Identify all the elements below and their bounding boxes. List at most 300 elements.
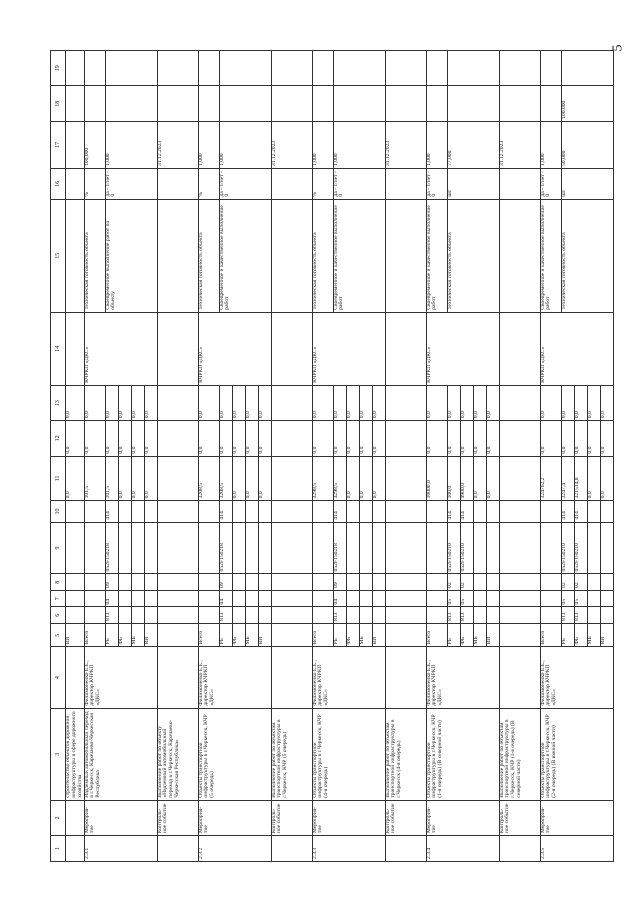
amount-year-2: 0,0 [84, 421, 105, 456]
code-rz: 04 [105, 590, 118, 607]
event-empty-cell [385, 86, 426, 121]
amount-year-1: 101,5 [84, 456, 105, 501]
code-grbs [198, 607, 219, 624]
indicator-1: Своевременное и качественное выполнение работ [540, 199, 561, 312]
event-empty-cell [157, 607, 198, 624]
amount-year-2: 0,0 [540, 421, 561, 456]
amount-year-1: 0,0 [118, 456, 131, 501]
code-csr: 052F150218 [219, 522, 232, 574]
code-csr [486, 522, 499, 574]
amount-year-2: 0,0 [460, 421, 473, 456]
column-header-2: 2 [51, 800, 66, 835]
code-csr: 052F150218 [333, 522, 346, 574]
code-grbs [232, 607, 245, 624]
code-pr: 02 [561, 574, 574, 591]
funding-source: ВИ [144, 623, 157, 647]
event-empty-cell [157, 590, 198, 607]
column-header-5: 5 [51, 623, 66, 647]
event-text: Выполнение работ по объектам транспортной инфраструктуры в г.Черкесск, КЧР (5 очередь) [271, 708, 312, 800]
code-vr: 414 [447, 501, 460, 522]
code-pr [540, 574, 561, 591]
event-empty-cell [271, 421, 312, 456]
amount-year-3: 0,0 [144, 385, 157, 420]
amount-year-3: 0,0 [372, 385, 385, 420]
event-type: Контроль-ное событие [157, 800, 198, 835]
event-empty-cell [385, 312, 426, 385]
amount-year-2: 0,0 [105, 421, 118, 456]
code-vr: 414 [561, 501, 574, 522]
unit-1: % [312, 169, 333, 200]
responsible-person: Филимоненко Е.Е., директор КЧРКП «ДКС» [540, 647, 613, 708]
event-empty-cell [271, 501, 312, 522]
event-date: 31.12.2023 [499, 121, 540, 168]
code-csr: 052F150210 [460, 522, 473, 574]
event-empty-cell [385, 385, 426, 420]
control-event-row [271, 51, 312, 862]
funding-source: Всего [84, 623, 105, 647]
code-grbs [486, 607, 499, 624]
event-type: Контроль-ное событие [499, 800, 540, 835]
code-vr [372, 501, 385, 522]
code-csr: 052F150218 [105, 522, 118, 574]
code-grbs: 813 [333, 607, 346, 624]
amount-year-1: 0,0 [346, 456, 359, 501]
indicator-value-2023 [198, 86, 219, 121]
event-empty-cell [271, 623, 312, 647]
event-empty-cell [499, 590, 540, 607]
event-empty-cell [385, 501, 426, 522]
code-csr [258, 522, 271, 574]
code-vr: 414 [219, 501, 232, 522]
event-empty-cell [157, 169, 198, 200]
indicator-value-2b [333, 86, 385, 121]
indicator-2: Своевременное и качественное выполнение работ [219, 199, 271, 312]
code-vr [312, 501, 333, 522]
code-vr [426, 501, 447, 522]
event-empty-cell [499, 199, 540, 312]
code-pr: 09 [333, 574, 346, 591]
event-empty-cell [271, 647, 312, 708]
event-empty-cell [271, 86, 312, 121]
event-empty-cell [157, 522, 198, 574]
event-empty-cell [499, 169, 540, 200]
indicator-value-2: 77,000 [447, 121, 499, 168]
event-empty-cell [157, 86, 198, 121]
event-empty-cell [271, 312, 312, 385]
column-header-19: 19 [51, 51, 66, 87]
amount-year-3: 0,0 [131, 385, 144, 420]
code-rz [600, 590, 613, 607]
code-grbs [245, 607, 258, 624]
amount-year-2: 0,0 [561, 421, 574, 456]
amount-year-1: 3298,5 [333, 456, 346, 501]
activity-number: 2.3.5 [540, 836, 613, 862]
amount-year-1: 0,0 [587, 456, 600, 501]
event-empty-cell [157, 312, 198, 385]
code-grbs [118, 607, 131, 624]
column-header-10: 10 [51, 501, 66, 522]
indicator-value-2023 [540, 86, 561, 121]
indicator-value-2c [561, 51, 613, 87]
funding-source: Всего [312, 623, 333, 647]
code-vr [245, 501, 258, 522]
amount-year-3: 0,0 [333, 385, 346, 420]
event-number [271, 836, 312, 862]
indicator-value-2023 [84, 86, 105, 121]
event-empty-cell [385, 522, 426, 574]
amount-year-2: 0,0 [131, 421, 144, 456]
indicator-2: Своевременное и качественное выполнение работ [333, 199, 385, 312]
amount-year-3: 0,0 [473, 385, 486, 420]
code-rz [372, 590, 385, 607]
code-rz [587, 590, 600, 607]
event-empty-cell [271, 574, 312, 591]
code-vr [600, 501, 613, 522]
amount-year-1: 100,0 [447, 456, 460, 501]
program-activities-table [50, 50, 614, 862]
responsible-person: Филимоненко Е.Е., директор КЧРКП «ДКС» [312, 647, 385, 708]
code-vr [540, 501, 561, 522]
code-grbs [346, 607, 359, 624]
amount-year-1: 3247,4 [561, 456, 574, 501]
funding-source: ВИ [372, 623, 385, 647]
code-csr: 052F150210 [561, 522, 574, 574]
indicator-value-2023 [312, 86, 333, 121]
unit-1: да - 1/нет - 0 [540, 169, 561, 200]
event-text: Выполнение работ по объекту «Надземный автомобильный переход в г.Черкесск, Карачаево-Черкесская Республика» [157, 708, 198, 800]
code-pr [84, 574, 105, 591]
code-rz: 04 [333, 590, 346, 607]
amount-year-1: 3208,5 [219, 456, 232, 501]
amount-year-3: 0,0 [359, 385, 372, 420]
amount-year-2: 0,0 [312, 421, 333, 456]
event-empty-cell [499, 86, 540, 121]
code-grbs [131, 607, 144, 624]
event-empty-cell [385, 607, 426, 624]
column-header-14: 14 [51, 312, 66, 385]
amount-year-2: 0,0 [245, 421, 258, 456]
event-empty-cell [499, 501, 540, 522]
unit-2: да - 1/нет - 0 [219, 169, 271, 200]
indicator-value-2c [219, 51, 271, 87]
indicator-value-1: 1,000 [540, 121, 561, 168]
event-empty-cell [385, 623, 426, 647]
event-empty-cell [157, 574, 198, 591]
code-grbs [144, 607, 157, 624]
event-empty-cell [499, 522, 540, 574]
code-rz [84, 590, 105, 607]
amount-year-2: 0,0 [587, 421, 600, 456]
column-header-7: 7 [51, 590, 66, 607]
funding-source: МБ [473, 623, 486, 647]
indicator-value-2c [333, 51, 385, 87]
amount-year-2: 0,0 [426, 421, 447, 456]
code-grbs [84, 607, 105, 624]
amount-year-3: 0,0 [574, 385, 587, 420]
event-empty-cell [385, 421, 426, 456]
code-rz: 05 [460, 590, 473, 607]
funding-source: РБ [333, 623, 346, 647]
code-grbs: 813 [460, 607, 473, 624]
event-number [385, 836, 426, 862]
event-empty-cell [499, 607, 540, 624]
unit-2: да - 1/нет - 0 [105, 169, 157, 200]
code-vr [359, 501, 372, 522]
indicator-value-2024 [84, 51, 105, 87]
event-empty-cell [499, 51, 540, 87]
code-rz [346, 590, 359, 607]
funding-source: Всего [426, 623, 447, 647]
code-vr [258, 501, 271, 522]
code-rz: 05 [447, 590, 460, 607]
page-number: 5 [610, 44, 626, 52]
indicator-value-2024 [540, 51, 561, 87]
code-rz [144, 590, 157, 607]
amount-year-1: 0,0 [131, 456, 144, 501]
code-rz [426, 590, 447, 607]
unit-2: да - 1/нет - 0 [333, 169, 385, 200]
code-csr [245, 522, 258, 574]
funding-source: РБ [447, 623, 460, 647]
event-empty-cell [157, 623, 198, 647]
activity-type: Мероприя-тие [198, 800, 271, 835]
event-type: Контроль-ное событие [271, 800, 312, 835]
amount-year-2: 0,0 [198, 421, 219, 456]
amount-year-3: 0,0 [219, 385, 232, 420]
code-vr [486, 501, 499, 522]
event-empty-cell [271, 199, 312, 312]
activity-number: 2.3.3 [312, 836, 385, 862]
funding-source: РБ [219, 623, 232, 647]
indicator-value-2023 [426, 86, 447, 121]
event-date: 31.12.2023 [385, 121, 426, 168]
unit-1: % [198, 169, 219, 200]
event-empty-cell [271, 607, 312, 624]
code-pr: 09 [105, 574, 118, 591]
event-empty-cell [157, 456, 198, 501]
rotated-table [50, 50, 606, 862]
indicator-1: Техническая готовность объекта [84, 199, 105, 312]
funding-source: ФБ [232, 623, 245, 647]
code-csr: 052F150210 [447, 522, 460, 574]
event-empty-cell [157, 647, 198, 708]
column-header-13: 13 [51, 385, 66, 420]
event-empty-cell [271, 51, 312, 87]
activity-type: Мероприя-тие [426, 800, 499, 835]
code-rz [118, 590, 131, 607]
indicator-1: Своевременное и качественное выполнение работ [426, 199, 447, 312]
code-csr [131, 522, 144, 574]
executor: КЧРКП «ДКС» [198, 312, 271, 385]
indicator-value-2b [447, 86, 499, 121]
code-vr [144, 501, 157, 522]
code-vr: 414 [105, 501, 118, 522]
code-grbs [587, 607, 600, 624]
activity-name: Объекты транспортной инфраструктуры в г.Черкесск, КЧР (5 очередь) [198, 708, 271, 800]
code-rz: 05 [561, 590, 574, 607]
column-header-1: 1 [51, 836, 66, 862]
code-grbs [359, 607, 372, 624]
event-empty-cell [271, 169, 312, 200]
code-csr [600, 522, 613, 574]
funding-source: ВИ [486, 623, 499, 647]
code-rz: 05 [574, 590, 587, 607]
code-rz [198, 590, 219, 607]
funding-source: МБ [131, 623, 144, 647]
code-pr [600, 574, 613, 591]
code-vr: 414 [333, 501, 346, 522]
column-header-6: 6 [51, 607, 66, 624]
indicator-value-2: 1,000 [219, 121, 271, 168]
code-csr [84, 522, 105, 574]
executor: КЧРКП «ДКС» [312, 312, 385, 385]
indicator-value-2024 [426, 51, 447, 87]
amount-year-3: 0,0 [540, 385, 561, 420]
code-rz [312, 590, 333, 607]
code-grbs [540, 607, 561, 624]
code-vr [118, 501, 131, 522]
responsible-person: Филимоненко Е.Е., директор КЧРКП «ДКС» [84, 647, 157, 708]
column-header-16: 16 [51, 169, 66, 200]
amount-year-1: 0,0 [372, 456, 385, 501]
amount-year-3: 0,0 [426, 385, 447, 420]
funding-source: ФБ [574, 623, 587, 647]
event-text: Выполнение работ по объектам транспортной инфраструктуры в г.Черкесск, КЧР (1-я очередь) (В северной части) [499, 708, 540, 800]
indicator-1: Техническая готовность объекта [198, 199, 219, 312]
amount-year-1: 0,0 [359, 456, 372, 501]
indicator-value-1: 1,000 [312, 121, 333, 168]
code-pr [587, 574, 600, 591]
amount-year-2: 0,0 [473, 421, 486, 456]
unit-2: шт [561, 169, 613, 200]
column-header-4: 4 [51, 647, 66, 708]
indicator-2: Техническая готовность объекта [561, 199, 613, 312]
code-grbs [372, 607, 385, 624]
code-rz [258, 590, 271, 607]
event-empty-cell [385, 574, 426, 591]
funding-source: РБ [105, 623, 118, 647]
code-grbs [312, 607, 333, 624]
amount-year-2: 0,0 [219, 421, 232, 456]
amount-year-2: 0,0 [258, 421, 271, 456]
amount-year-1: 0,0 [144, 456, 157, 501]
code-csr: 052F150210 [574, 522, 587, 574]
code-pr [346, 574, 359, 591]
code-csr [359, 522, 372, 574]
amount-year-1: 10000,0 [426, 456, 447, 501]
activity-type: Мероприя-тие [540, 800, 613, 835]
code-rz [486, 590, 499, 607]
amount-year-3: 0,0 [486, 385, 499, 420]
responsible-person: Филимоненко Е.Е., директор КЧРКП «ДКС» [198, 647, 271, 708]
indicator-value-2: 1,000 [105, 121, 157, 168]
code-csr [118, 522, 131, 574]
indicator-value-2b [219, 86, 271, 121]
funding-source: ФБ [346, 623, 359, 647]
event-empty-cell [499, 312, 540, 385]
indicator-value-2024 [312, 51, 333, 87]
amount-year-1: 101,5 [105, 456, 118, 501]
event-empty-cell [499, 456, 540, 501]
indicator-value-1: 100,000 [84, 121, 105, 168]
continuation-source: ВИ [66, 623, 85, 647]
amount-year-2: 0,0 [333, 421, 346, 456]
amount-year-1: 0,0 [232, 456, 245, 501]
event-date: 31.12.2023 [157, 121, 198, 168]
code-grbs [600, 607, 613, 624]
event-empty-cell [157, 421, 198, 456]
code-vr: 414 [574, 501, 587, 522]
funding-source: Всего [540, 623, 561, 647]
event-text: Выполнение работ по объектам транспортной инфраструктуры в г.Черкесск (4-я очередь) [385, 708, 426, 800]
code-rz: 04 [219, 590, 232, 607]
amount-year-3: 0,0 [198, 385, 219, 420]
code-pr [144, 574, 157, 591]
column-header-3: 3 [51, 708, 66, 800]
activity-name: Объекты транспортной инфраструктуры в г.Черкесск, КЧР (1-я очередь) (В северной части) [426, 708, 499, 800]
funding-source: ФБ [118, 623, 131, 647]
indicator-value-1: 1,000 [198, 121, 219, 168]
amount-year-2: 0,0 [447, 421, 460, 456]
indicator-1: Техническая готовность объекта [312, 199, 333, 312]
column-number-header [51, 51, 66, 862]
activity-number: 2.3.4 [426, 836, 499, 862]
control-event-row [385, 51, 426, 862]
amount-year-2: 0,0 [359, 421, 372, 456]
indicator-value-2b [105, 86, 157, 121]
code-pr [258, 574, 271, 591]
indicator-value-2c [105, 51, 157, 87]
control-event-row [499, 51, 540, 862]
activity-source-row [198, 51, 219, 862]
code-pr [131, 574, 144, 591]
code-pr [232, 574, 245, 591]
code-rz [245, 590, 258, 607]
code-rz [232, 590, 245, 607]
amount-year-1: 0,0 [473, 456, 486, 501]
code-pr [245, 574, 258, 591]
event-date: 31.12.2023 [271, 121, 312, 168]
column-header-8: 8 [51, 574, 66, 591]
code-csr [372, 522, 385, 574]
code-csr [473, 522, 486, 574]
code-grbs: 813 [105, 607, 118, 624]
amount-year-2: 0,0 [346, 421, 359, 456]
funding-source: МБ [587, 623, 600, 647]
amount-year-2: 0,0 [600, 421, 613, 456]
activity-source-row [312, 51, 333, 862]
amount-year-1: 0,0 [486, 456, 499, 501]
code-vr [587, 501, 600, 522]
event-empty-cell [385, 199, 426, 312]
event-type: Контроль-ное событие [385, 800, 426, 835]
code-grbs [258, 607, 271, 624]
executor: КЧРКП «ДКС» [84, 312, 157, 385]
amount-year-1: 3208,5 [198, 456, 219, 501]
code-grbs: 813 [574, 607, 587, 624]
code-vr [346, 501, 359, 522]
column-header-11: 11 [51, 456, 66, 501]
code-pr [486, 574, 499, 591]
event-empty-cell [385, 647, 426, 708]
funding-source: ФБ [460, 623, 473, 647]
activity-source-row [540, 51, 561, 862]
event-empty-cell [499, 421, 540, 456]
table-body [66, 51, 614, 862]
funding-source: Всего [198, 623, 219, 647]
amount-year-1: 324762,2 [540, 456, 561, 501]
code-csr [426, 522, 447, 574]
